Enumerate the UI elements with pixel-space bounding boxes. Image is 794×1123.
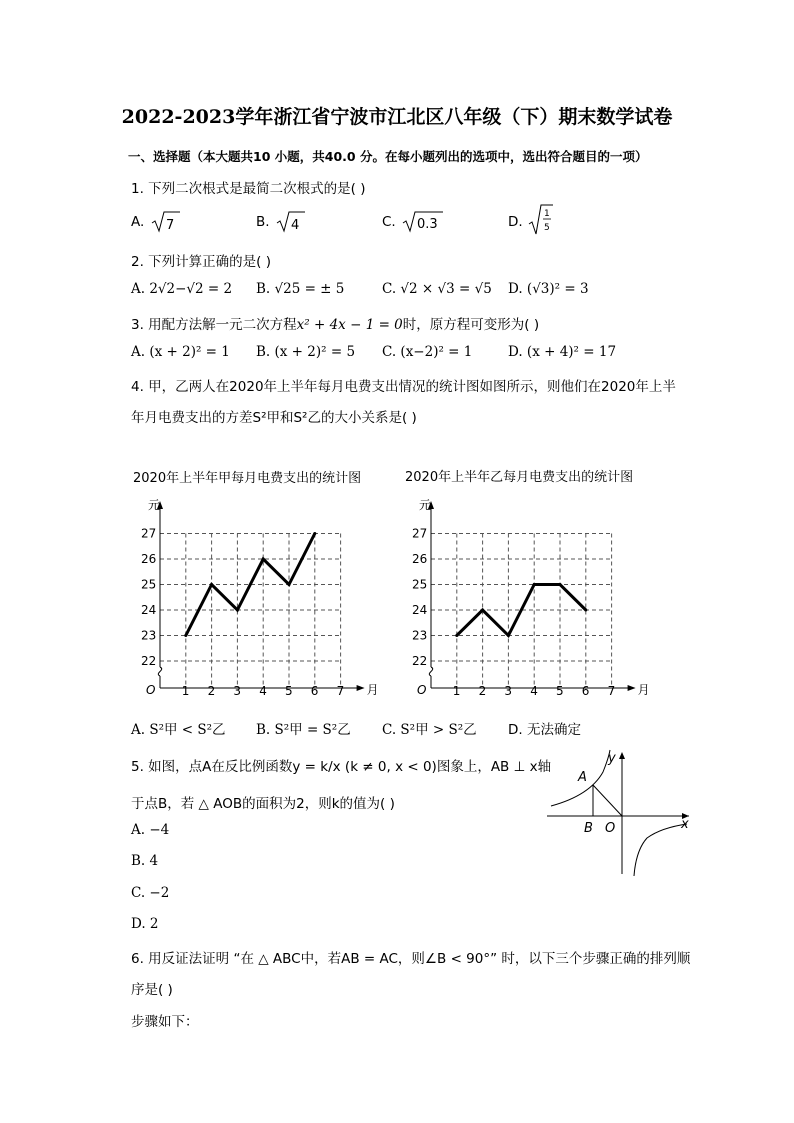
q1-option-a-math — [150, 207, 190, 239]
chart-a-point-month-4 — [262, 558, 265, 561]
chart-a-ytick-label: 22 — [141, 654, 157, 668]
chart-b-point-month-1 — [455, 634, 458, 637]
q5-label-b: B — [584, 821, 593, 836]
svg-text:0.3: 0.3 — [417, 217, 438, 232]
chart-a-axis-break — [158, 667, 161, 676]
chart-a-point-month-6 — [313, 532, 316, 535]
q2-option-d: D. (√3)² = 3 — [508, 281, 589, 297]
q1-option-c-label: C. — [382, 214, 396, 230]
chart-b-xtick-label: 7 — [607, 684, 616, 698]
chart-b-xtick-label: 6 — [581, 684, 590, 698]
q1-option-d-label: D. — [508, 214, 523, 230]
q5-label-x: x — [681, 817, 689, 832]
q3-stem-post: 时，原方程可变形为( ) — [402, 317, 540, 333]
q4-option-d: D. 无法确定 — [508, 722, 581, 738]
chart-a-ytick-label: 26 — [141, 552, 157, 566]
q5-segment-ao — [593, 785, 622, 816]
chart-a-point-month-1 — [184, 634, 187, 637]
question-5-line1: 5. 如图，点A在反比例函数y = k/x (k ≠ 0, x < 0)图象上，AB ⊥ x轴 — [131, 759, 552, 775]
chart-b-ylabel: 元 — [419, 498, 432, 512]
question-4-line1: 4. 甲，乙两人在2020年上半年每月电费支出情况的统计图如图所示，则他们在2020年上半 — [131, 379, 676, 395]
chart-b — [411, 492, 661, 710]
chart-a-point-month-2 — [210, 583, 213, 586]
chart-b-title: 2020年上半年乙每月电费支出的统计图 — [405, 470, 634, 485]
q3-option-a: A. (x + 2)² = 1 — [131, 344, 230, 360]
chart-a-origin-label: O — [146, 683, 156, 697]
q3-option-d: D. (x + 4)² = 17 — [508, 344, 617, 360]
question-3-stem — [131, 313, 539, 333]
svg-text:7: 7 — [166, 218, 175, 233]
chart-b-point-month-6 — [584, 609, 587, 612]
chart-a-xlabel: 月 — [366, 683, 379, 697]
q4-option-b: B. S²甲 = S²乙 — [256, 722, 351, 738]
chart-a-title: 2020年上半年甲每月电费支出的统计图 — [133, 471, 362, 486]
chart-a-xtick-label: 5 — [285, 684, 293, 698]
question-4-line2: 年月电费支出的方差S²甲和S²乙的大小关系是( ) — [131, 410, 417, 426]
q5-option-d: D. 2 — [131, 916, 159, 932]
chart-b-xtick-label: 5 — [556, 684, 564, 698]
chart-a-ytick-label: 24 — [141, 603, 157, 617]
chart-a-xtick-label: 1 — [181, 684, 190, 698]
chart-a-ytick-label: 25 — [141, 577, 157, 592]
chart-a-xtick-label: 3 — [233, 684, 242, 698]
q1-option-b-math — [275, 207, 315, 239]
chart-b-axis-break — [429, 667, 432, 676]
chart-a-xtick-label: 4 — [259, 684, 267, 698]
q4-option-c: C. S²甲 > S²乙 — [382, 722, 477, 738]
q1-option-d-math — [527, 202, 563, 242]
svg-text:5: 5 — [544, 223, 550, 233]
q3-option-b: B. (x + 2)² = 5 — [256, 344, 356, 360]
section-heading: 一、选择题（本大题共10 小题，共40.0 分。在每小题列出的选项中，选出符合题目的一项） — [128, 149, 648, 164]
chart-a-ytick-label: 27 — [141, 526, 157, 541]
question-6-line1: 6. 用反证法证明 “在 △ ABC中，若AB = AC，则∠B < 90°” 时，以下三个步骤正确的排列顺 — [131, 951, 691, 967]
chart-b-xtick-label: 2 — [478, 684, 487, 698]
chart-a-ylabel: 元 — [148, 498, 161, 512]
q5-hyperbola-right — [634, 824, 687, 876]
q2-option-c: C. √2 × √3 = √5 — [382, 281, 492, 297]
q5-option-b: B. 4 — [131, 853, 159, 869]
chart-a — [140, 492, 390, 710]
chart-b-xtick-label: 4 — [530, 684, 538, 698]
chart-b-ytick-label: 26 — [412, 552, 428, 566]
q5-label-y: y — [608, 751, 616, 766]
question-1-stem: 1. 下列二次根式是最简二次根式的是( ) — [131, 181, 366, 197]
chart-a-x-arrow — [357, 685, 365, 691]
chart-b-origin-label: O — [417, 683, 427, 697]
q5-label-a: A — [578, 770, 587, 785]
chart-a-point-month-5 — [288, 583, 291, 586]
chart-b-point-month-3 — [507, 634, 510, 637]
q5-option-c: C. −2 — [131, 885, 170, 901]
chart-a-point-month-3 — [236, 609, 239, 612]
page-title: 2022-2023学年浙江省宁波市江北区八年级（下）期末数学试卷 — [121, 106, 673, 128]
chart-b-ytick-label: 22 — [412, 654, 428, 668]
q5-option-a: A. −4 — [131, 822, 170, 838]
q4-option-a: A. S²甲 < S²乙 — [131, 722, 226, 738]
chart-b-xtick-label: 3 — [504, 684, 513, 698]
question-6-line2: 序是( ) — [131, 982, 173, 998]
q1-option-a-label: A. — [131, 214, 145, 230]
q3-option-c: C. (x−2)² = 1 — [382, 344, 473, 360]
chart-b-point-month-2 — [481, 609, 484, 612]
question-2-stem: 2. 下列计算正确的是( ) — [131, 254, 271, 270]
q1-option-c-math — [401, 207, 451, 239]
chart-a-xtick-label: 2 — [207, 684, 216, 698]
chart-b-ytick-label: 27 — [412, 526, 428, 541]
chart-b-ytick-label: 24 — [412, 603, 428, 617]
q3-equation: x² + 4x − 1 = 0 — [296, 317, 403, 333]
svg-text:1: 1 — [544, 209, 550, 219]
svg-text:4: 4 — [291, 218, 300, 233]
chart-b-xlabel: 月 — [637, 683, 650, 697]
chart-b-ytick-label: 25 — [412, 577, 428, 592]
q2-option-a: A. 2√2−√2 = 2 — [131, 281, 233, 297]
q3-stem-pre: 3. 用配方法解一元二次方程 — [131, 317, 297, 333]
q1-option-b-label: B. — [256, 214, 270, 230]
chart-a-ytick-label: 23 — [141, 628, 157, 643]
chart-b-x-arrow — [628, 685, 636, 691]
chart-b-point-month-4 — [533, 583, 536, 586]
q5-figure — [543, 748, 693, 878]
chart-b-xtick-label: 1 — [452, 684, 461, 698]
chart-b-point-month-5 — [559, 583, 562, 586]
chart-a-xtick-label: 7 — [336, 684, 345, 698]
chart-a-xtick-label: 6 — [310, 684, 319, 698]
question-5-line2: 于点B，若 △ AOB的面积为2，则k的值为( ) — [131, 796, 395, 812]
q5-label-o: O — [605, 821, 616, 836]
question-6-line3: 步骤如下： — [131, 1014, 199, 1030]
chart-b-ytick-label: 23 — [412, 628, 428, 643]
q5-y-arrow — [619, 752, 625, 759]
q2-option-b: B. √25 = ± 5 — [256, 281, 345, 297]
